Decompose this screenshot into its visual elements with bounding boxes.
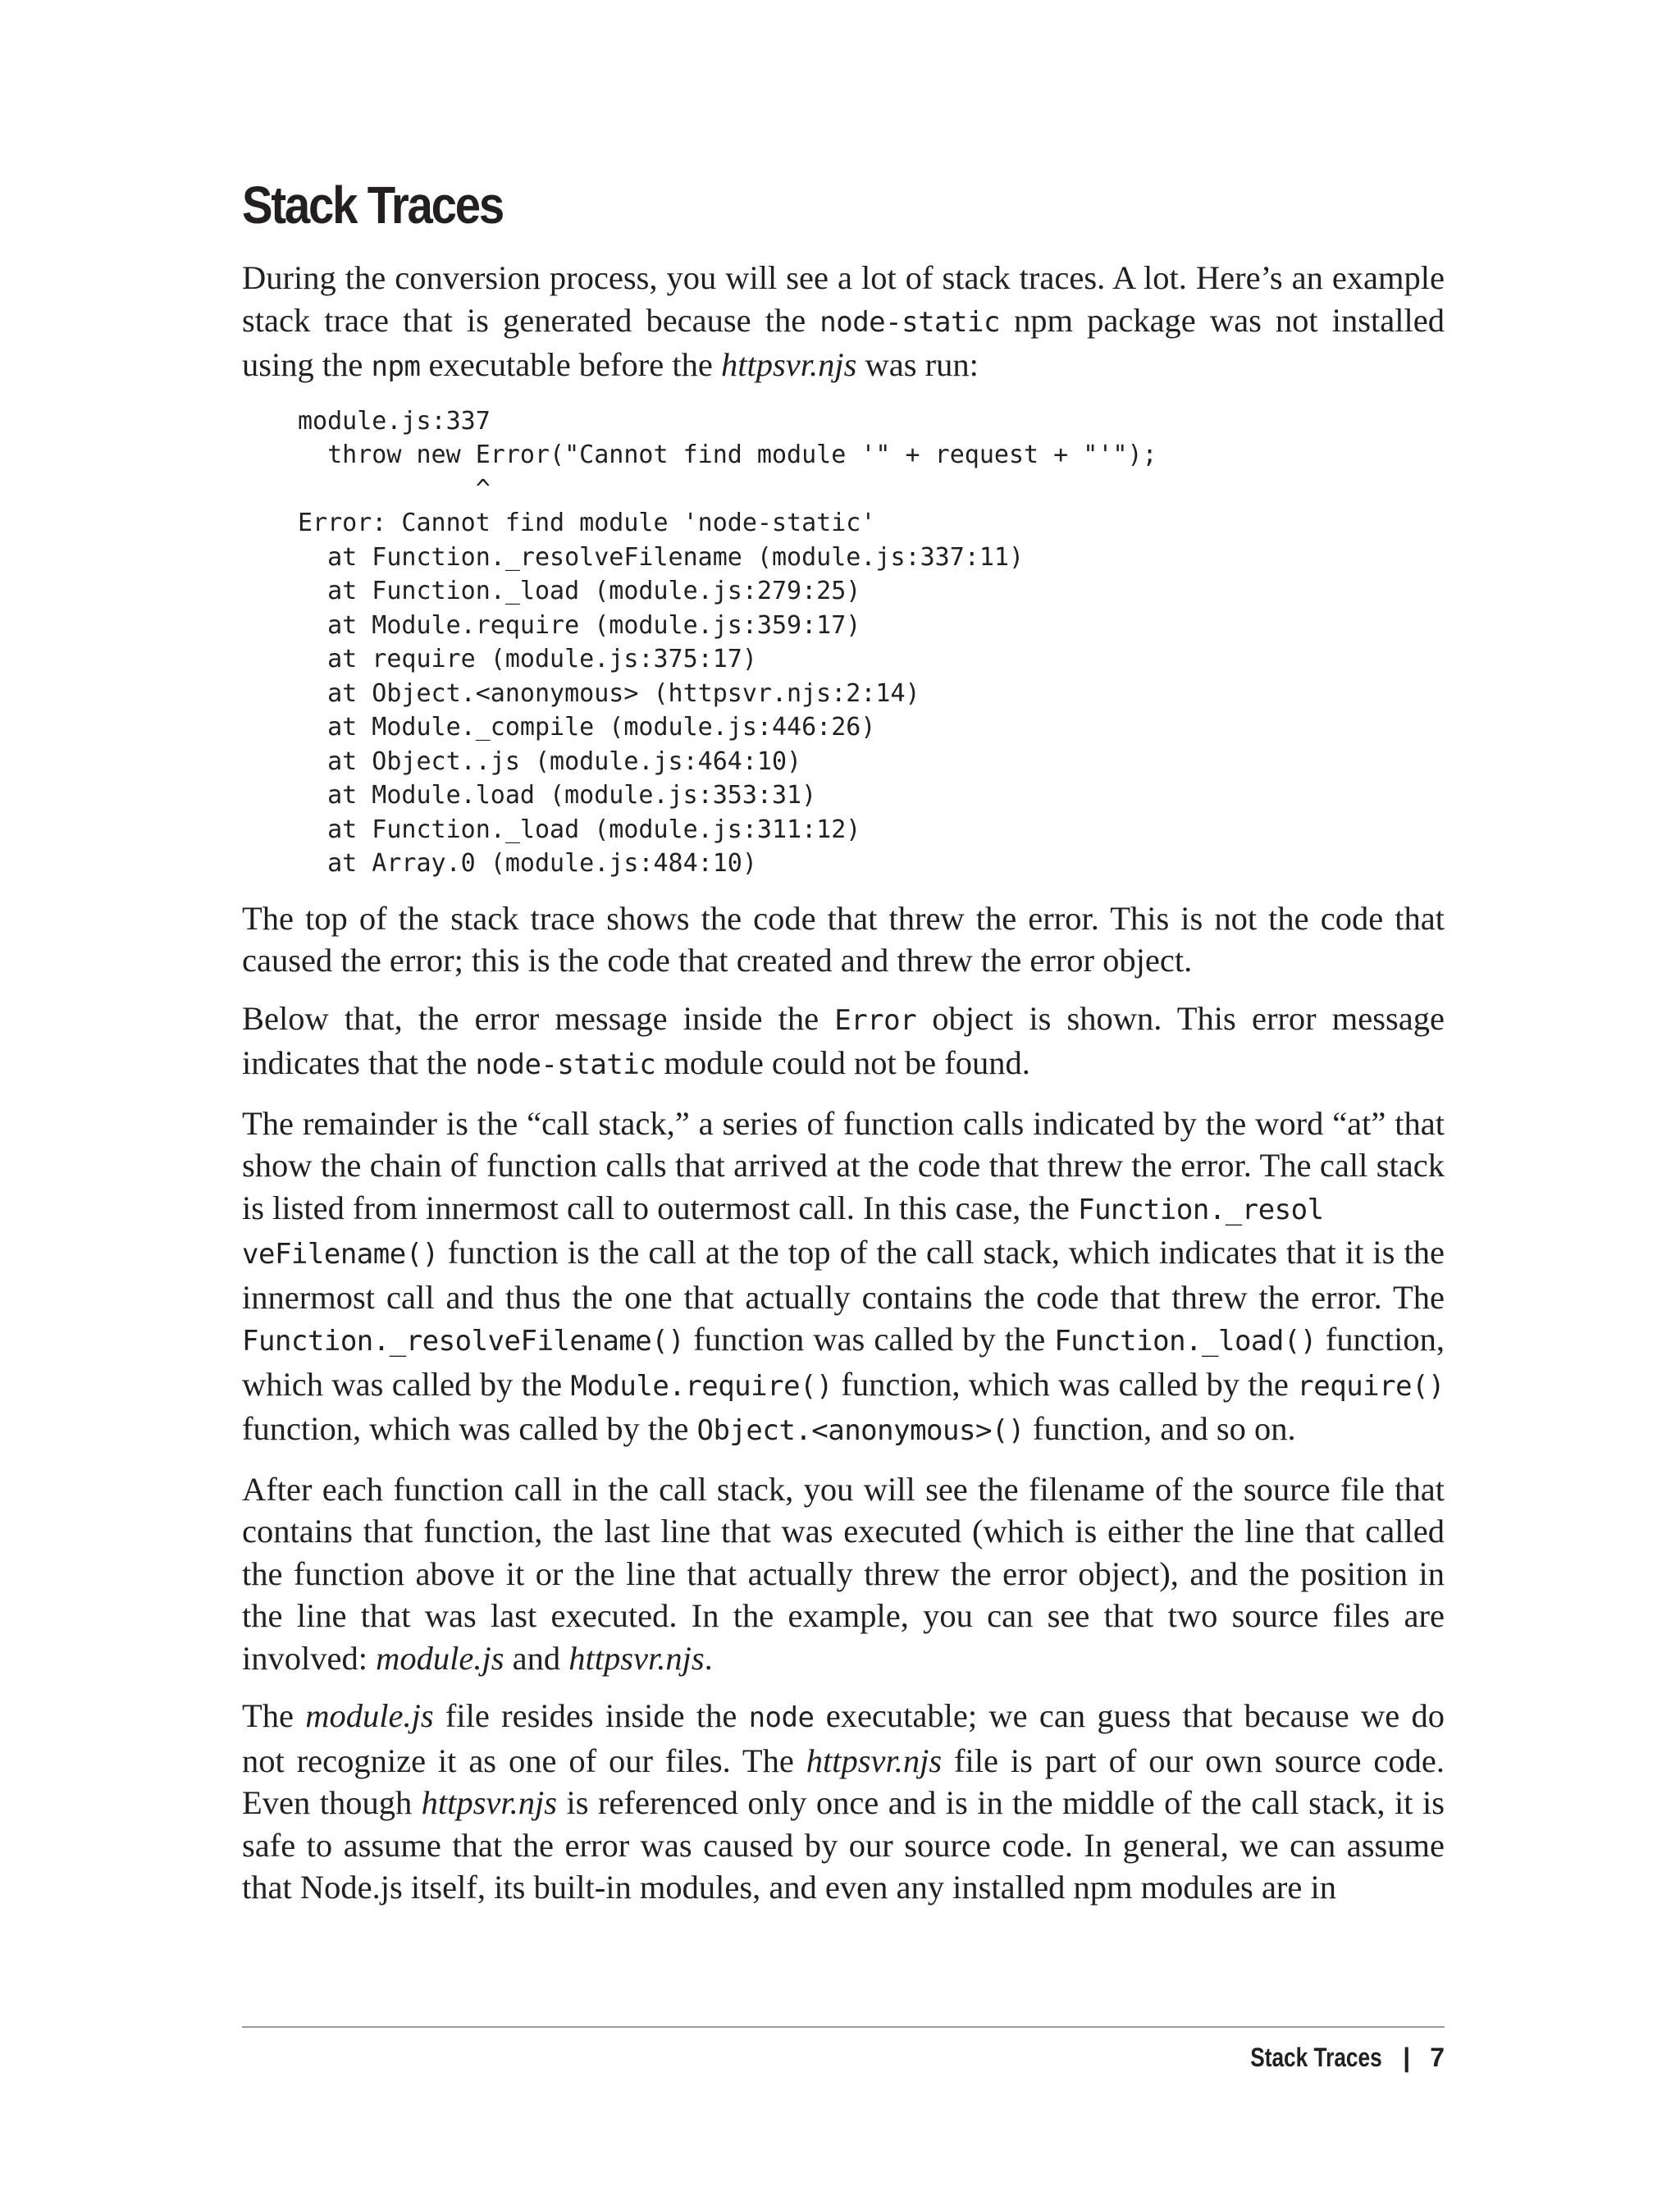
inline-code: Function._load() [1054, 1325, 1317, 1358]
text: is referenced only once and is in the middle of the call stack, it is safe to assume that the error was caused by our source code. In general, we can assume that Node.js itself, its built-in modules, and even any installed npm modules are in [242, 1784, 1445, 1906]
text: npm package was not installed using the [242, 301, 1445, 383]
code-line: throw new Error("Cannot find module '" + request + "'"); [298, 441, 1157, 469]
text: module could not be found. [655, 1044, 1030, 1081]
code-line: Error: Cannot find module 'node-static' [298, 509, 876, 537]
filename-italic: httpsvr.njs [421, 1784, 558, 1821]
text: function was called by the [684, 1321, 1055, 1358]
inline-code: Object.<anonymous>() [696, 1414, 1025, 1447]
paragraph-source-files [242, 1695, 1445, 1909]
text: file resides inside the [433, 1697, 749, 1734]
running-footer [1221, 2039, 1445, 2075]
inline-code: Function._resolveFilename() [242, 1325, 685, 1358]
inline-code: Function._resol [1078, 1193, 1324, 1226]
page-content [242, 168, 1445, 1924]
text: function, which was called by the [832, 1365, 1298, 1403]
text: function is the call at the top of the call stack, which indicates that it is the innermost call and thus the one that actually contains the code that threw the error. The [242, 1234, 1445, 1316]
text: executable; we can guess that because we do not recognize it as one of our files. The [242, 1697, 1445, 1779]
inline-code: veFilename() [242, 1238, 439, 1271]
inline-code: npm [371, 350, 421, 383]
footer-divider [242, 2026, 1445, 2028]
text: and [504, 1639, 569, 1677]
code-line: at Function._resolveFilename (module.js:337:11) [298, 542, 1025, 572]
paragraph-error-message [242, 998, 1445, 1087]
code-line: at Module.load (module.js:353:31) [298, 781, 817, 810]
paragraph-top-of-trace [242, 897, 1445, 982]
paragraph-intro [242, 257, 1445, 389]
page-number: 7 [1430, 2043, 1445, 2072]
paragraph-filenames [242, 1468, 1445, 1680]
inline-code: Module.require() [570, 1369, 833, 1403]
code-line: at Object.<anonymous> (httpsvr.njs:2:14) [298, 678, 920, 708]
code-line: at Function._load (module.js:311:12) [298, 815, 861, 844]
footer-section-title: Stack Traces [1249, 2043, 1382, 2072]
text: . [704, 1639, 713, 1677]
text: The [242, 1697, 306, 1734]
paragraph-call-stack [242, 1102, 1445, 1453]
text: object is shown. This error message indicates that the [242, 999, 1445, 1081]
inline-code: node-static [475, 1048, 656, 1081]
filename-italic: httpsvr.njs [720, 346, 857, 383]
code-line: at Array.0 (module.js:484:10) [298, 849, 757, 878]
inline-code: Error [834, 1003, 917, 1037]
stack-trace-code-block [298, 404, 1445, 881]
text: The top of the stack trace shows the code that threw the error. This is not the code that caused the error; this is the code that created and threw the error object. [242, 899, 1445, 979]
text: file is part of our own source code. Even though [242, 1742, 1445, 1821]
filename-italic: module.js [376, 1639, 504, 1677]
code-line: at Module._compile (module.js:446:26) [298, 713, 876, 742]
inline-code: node-static [819, 305, 1000, 339]
text: function, which was called by the [242, 1410, 697, 1447]
section-heading: Stack Traces [242, 176, 504, 235]
code-line: module.js:337 [298, 406, 491, 436]
filename-italic: httpsvr.njs [568, 1639, 705, 1677]
text: executable before the [420, 346, 721, 383]
code-line: ^ [298, 474, 491, 504]
text: function, and so on. [1024, 1410, 1296, 1447]
code-line: at Module.require (module.js:359:17) [298, 610, 861, 640]
text: The remainder is the “call stack,” a series of function calls indicated by the word “at” that show the chain of function calls that arrived at the code that threw the error. The call stack is listed from innermost call to outermost call. In this case, the [242, 1104, 1445, 1226]
code-line: at Object..js (module.js:464:10) [298, 746, 802, 776]
inline-code: require() [1297, 1369, 1445, 1403]
code-line: at Function._load (module.js:279:25) [298, 577, 861, 605]
code-line: at require (module.js:375:17) [298, 645, 757, 673]
text: function, which was called by the [242, 1321, 1445, 1403]
footer-separator: | [1403, 2043, 1411, 2072]
inline-code: node [748, 1701, 815, 1734]
text: During the conversion process, you will see a lot of stack traces. A lot. Here’s an example stack trace that is generated because the [242, 259, 1445, 339]
text: was run: [856, 346, 979, 383]
text: Below that, the error message inside the [242, 999, 835, 1037]
text: After each function call in the call stack, you will see the filename of the source file that contains that function, the last line that was executed (which is either the line that called the function above it or the line that actually threw the error object), and the position in the line that was last executed. In the example, you can see that two source files are involved: [242, 1470, 1445, 1677]
filename-italic: module.js [305, 1697, 434, 1734]
filename-italic: httpsvr.njs [806, 1742, 943, 1779]
